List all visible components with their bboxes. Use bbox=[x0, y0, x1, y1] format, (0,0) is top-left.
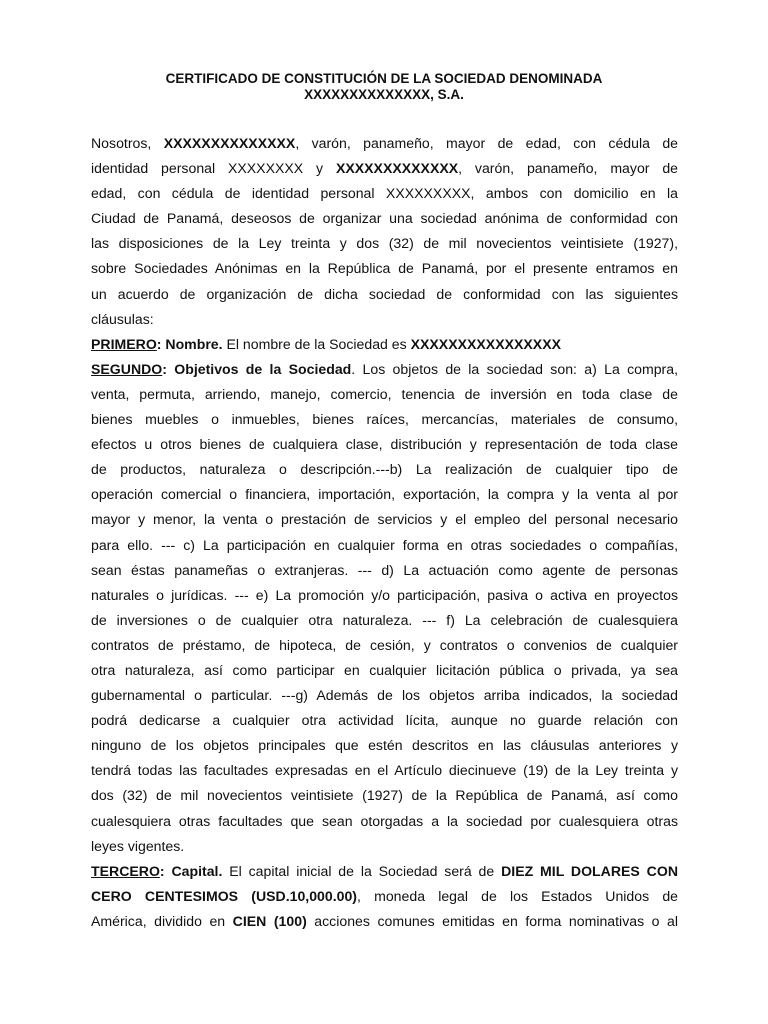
segundo-line: cualesquiera otras facultades que sean otorgadas a la sociedad por cualesquiera otras bbox=[91, 812, 678, 829]
segundo-line: ninguno de los objetos principales que estén descritos en las cláusulas anteriores y bbox=[91, 737, 678, 754]
intro-text: identidad personal XXXXXXXX y bbox=[91, 160, 336, 177]
title-line-2: XXXXXXXXXXXXXX, S.A. bbox=[304, 87, 464, 102]
clause-heading: : Capital. bbox=[159, 862, 223, 879]
clause-text: . Los objetos de la sociedad son: a) La compra, bbox=[351, 360, 679, 377]
capital-amount: DIEZ MIL DOLARES CON bbox=[501, 862, 678, 879]
clause-text: El capital inicial de la Sociedad será de bbox=[222, 862, 502, 879]
intro-text: Nosotros, bbox=[91, 135, 164, 151]
tercero-line bbox=[91, 884, 678, 909]
share-count: CIEN (100) bbox=[232, 912, 307, 929]
segundo-line: venta, permuta, arriendo, manejo, comercio, tenencia de inversión en toda clase de bbox=[91, 385, 678, 402]
clause-tercero bbox=[91, 859, 678, 884]
intro-line: las disposiciones de la Ley treinta y dos (32) de mil novecientos veintisiete (1927), bbox=[91, 235, 678, 252]
capital-amount: CERO CENTESIMOS (USD.10,000.00) bbox=[91, 887, 358, 904]
segundo-line: leyes vigentes. bbox=[91, 837, 185, 854]
intro-line: Ciudad de Panamá, deseosos de organizar una sociedad anónima de conformidad con bbox=[91, 210, 678, 227]
intro-line: cláusulas: bbox=[91, 310, 154, 327]
clause-label: SEGUNDO bbox=[91, 360, 163, 377]
segundo-line: mayor y menor, la venta o prestación de servicios y el empleo del personal necesario bbox=[91, 511, 678, 528]
clause-heading: Nombre. bbox=[165, 335, 223, 352]
intro-line: edad, con cédula de identidad personal XXXXXXXXX, ambos con domicilio en la bbox=[91, 185, 678, 202]
segundo-line: bienes muebles o inmuebles, bienes raíces, mercancías, materiales de consumo, bbox=[91, 411, 678, 428]
segundo-line: efectos u otros bienes de cualquiera clase, distribución y representación de toda clase bbox=[91, 436, 678, 453]
intro-line: sobre Sociedades Anónimas en la República de Panamá, por el presente entramos en bbox=[91, 260, 678, 277]
segundo-line: otra naturaleza, así como participar en cualquier licitación pública o privada, ya sea bbox=[91, 661, 678, 678]
segundo-line: de inversiones o de cualquier otra naturaleza. --- f) La celebración de cualesquiera bbox=[91, 611, 678, 628]
clause-text: El nombre de la Sociedad es bbox=[222, 335, 411, 352]
clause-text: , moneda legal de los Estados Unidos de bbox=[357, 887, 679, 904]
intro-text: , varón, panameño, mayor de bbox=[458, 160, 679, 177]
clause-label: TERCERO bbox=[91, 862, 160, 879]
segundo-line: de productos, naturaleza o descripción.---b) La realización de cualquier tipo de bbox=[91, 461, 678, 478]
segundo-line: podrá dedicarse a cualquier otra actividad lícita, aunque no guarde relación con bbox=[91, 712, 678, 729]
segundo-line: dos (32) de mil novecientos veintisiete (1927) de la República de Panamá, así como bbox=[91, 787, 678, 804]
clause-text: acciones comunes emitidas en forma nominativas o al bbox=[306, 912, 678, 929]
clause-colon: : bbox=[156, 335, 166, 352]
segundo-line: tendrá todas las facultades expresadas en el Artículo diecinueve (19) de la Ley treinta y bbox=[91, 762, 678, 779]
founder-name-2: XXXXXXXXXXXXX bbox=[335, 160, 459, 177]
founder-name-1: XXXXXXXXXXXXXX bbox=[163, 135, 296, 151]
segundo-line: contratos de préstamo, de hipoteca, de cesión, y contratos o convenios de cualquier bbox=[91, 636, 678, 653]
clause-heading: : Objetivos de la Sociedad bbox=[162, 360, 352, 377]
title-line-1: CERTIFICADO DE CONSTITUCIÓN DE LA SOCIEDAD DENOMINADA bbox=[165, 71, 603, 86]
clause-primero bbox=[91, 332, 678, 357]
segundo-line: naturales o jurídicas. --- e) La promoción y/o participación, pasiva o activa en proyectos bbox=[91, 586, 678, 603]
clause-text: América, dividido en bbox=[91, 912, 233, 929]
document-title bbox=[0, 71, 768, 103]
intro-line bbox=[91, 156, 678, 181]
intro-text: , varón, panameño, mayor de edad, con cédula de bbox=[295, 135, 678, 151]
segundo-line: para ello. --- c) La participación en cualquier forma en otras sociedades o compañías, bbox=[91, 536, 678, 553]
segundo-line: sean éstas panameñas o extranjeras. --- d) La actuación como agente de personas bbox=[91, 561, 678, 578]
segundo-line: gubernamental o particular. ---g) Además de los objetos arriba indicados, la sociedad bbox=[91, 687, 678, 704]
intro-line bbox=[91, 131, 678, 156]
intro-line: un acuerdo de organización de dicha sociedad de conformidad con las siguientes bbox=[91, 285, 678, 302]
document-body bbox=[91, 131, 678, 934]
company-name: XXXXXXXXXXXXXXXX bbox=[410, 335, 562, 352]
clause-label: PRIMERO bbox=[91, 335, 157, 352]
segundo-line: operación comercial o financiera, importación, exportación, la compra y la venta al por bbox=[91, 486, 678, 503]
clause-segundo bbox=[91, 357, 678, 382]
tercero-line bbox=[91, 909, 678, 934]
